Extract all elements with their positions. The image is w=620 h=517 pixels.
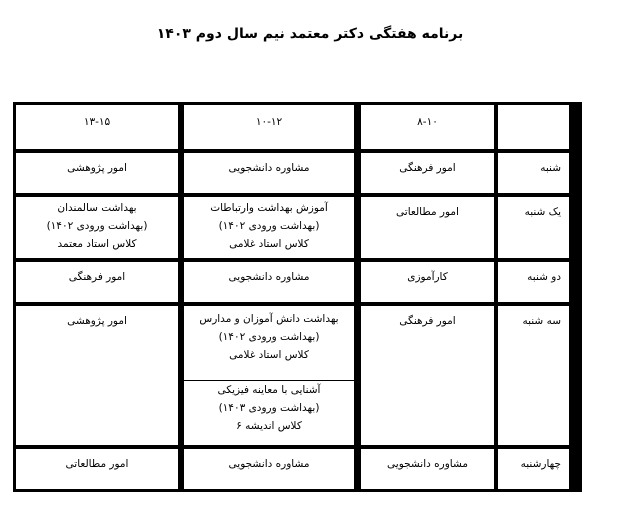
header-cell-time-10-12: ۱۰-۱۲	[184, 105, 354, 149]
schedule-cell: امور فرهنگی	[361, 306, 494, 445]
schedule-cell: بهداشت سالمندان (بهداشت ورودی ۱۴۰۲) کلاس استاد معتمد	[16, 197, 178, 258]
schedule-cell: امور مطالعاتی	[16, 449, 178, 489]
schedule-cell-split	[184, 306, 354, 445]
schedule-cell: مشاوره دانشجویی	[184, 449, 354, 489]
schedule-cell: امور فرهنگی	[16, 262, 178, 302]
header-cell-time-8-10: ۸-۱۰	[361, 105, 494, 149]
schedule-cell: آموزش بهداشت وارتباطات (بهداشت ورودی ۱۴۰۲) کلاس استاد غلامی	[184, 197, 354, 258]
schedule-cell: مشاوره دانشجویی	[184, 262, 354, 302]
header-cell-day	[498, 105, 569, 149]
day-cell-monday: دو شنبه	[498, 262, 569, 302]
schedule-table	[13, 102, 582, 492]
schedule-subcell: آشنایی با معاینه فیزیکی (بهداشت ورودی ۱۴۰۳) کلاس اندیشه ۶	[184, 381, 354, 445]
schedule-cell: مشاوره دانشجویی	[361, 449, 494, 489]
day-cell-sunday: یک شنبه	[498, 197, 569, 258]
schedule-cell: امور پژوهشی	[16, 153, 178, 193]
schedule-cell: مشاوره دانشجویی	[184, 153, 354, 193]
schedule-subcell: بهداشت دانش آموزان و مدارس (بهداشت ورودی ۱۴۰۲) کلاس استاد غلامی	[184, 306, 354, 379]
schedule-cell: کارآموزی	[361, 262, 494, 302]
schedule-cell: امور پژوهشی	[16, 306, 178, 445]
day-cell-tuesday: سه شنبه	[498, 306, 569, 445]
schedule-cell: امور مطالعاتی	[361, 197, 494, 258]
header-cell-time-13-15: ۱۳-۱۵	[16, 105, 178, 149]
schedule-cell: امور فرهنگی	[361, 153, 494, 193]
day-cell-saturday: شنبه	[498, 153, 569, 193]
page-title: برنامه هفتگی دکتر معتمد نیم سال دوم ۱۴۰۳	[156, 26, 464, 42]
day-cell-wednesday: چهارشنبه	[498, 449, 569, 489]
